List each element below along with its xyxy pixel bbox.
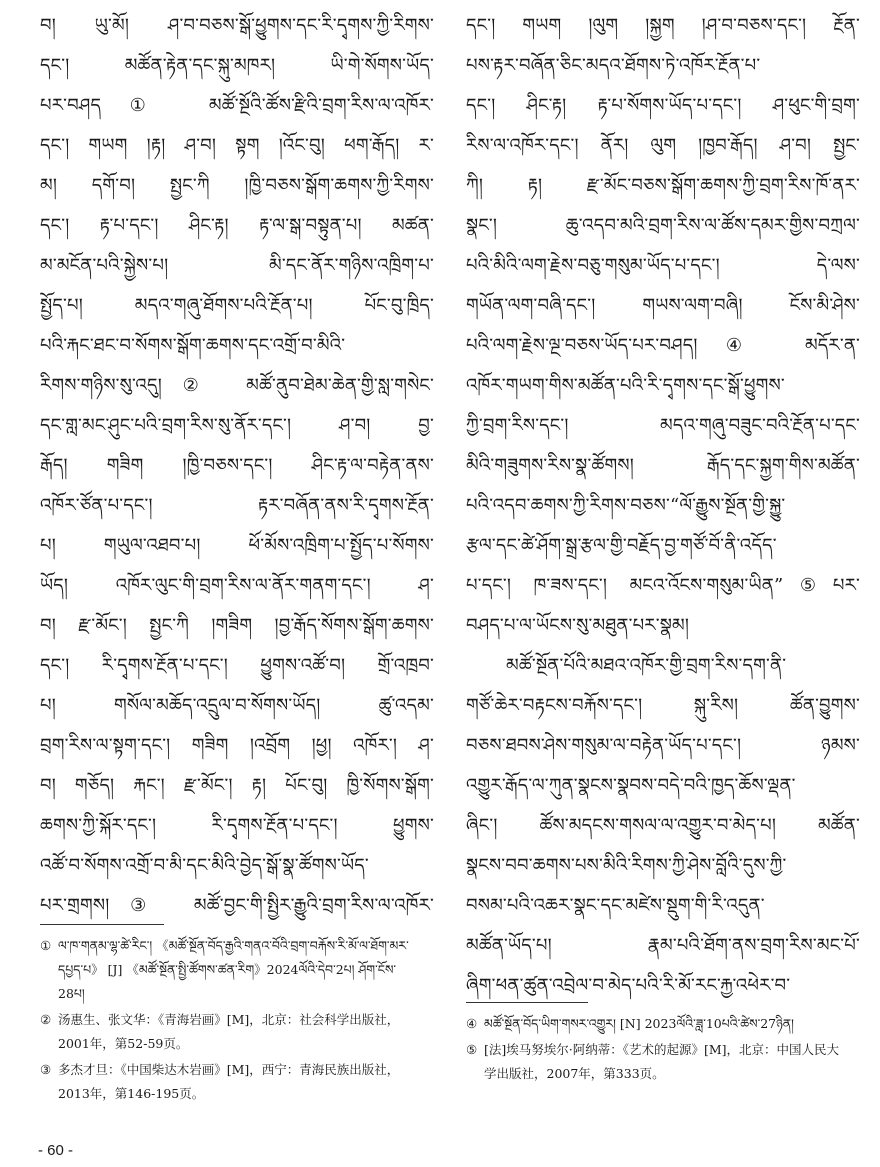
body-text-line: མཚོན་ཡོད་པ། རྣམ་པའི་ཐོག་ནས་བྲག་རིས་མང་པོ་ bbox=[466, 935, 860, 956]
footnote-text: [法]埃马努埃尔·阿纳蒂：《艺术的起源》[M]，北京：中国人民大学出版社，2007年，第333页。 bbox=[484, 1042, 840, 1081]
body-text-line: དང་གླ་མང་ཤུང་པའི་བྲག་རིས་སུ་ནོར་དང་། ཤ་བ། བྱ་ bbox=[40, 415, 434, 436]
footnote-text: ལ་ཁ་གནམ་ལྷ་ཚེ་རིང་། 《མཚོ་སྔོན་བོད་རྒྱའི་གནའ་བོའི་བྲག་བརྐོས་རི་མོ་ལ་ཐོག་མར་དཔྱད་པ》 [J] 《མཚོ་སྔོན་སྤྱི་ཚོགས་ཚན་རིག》2024ལོའི་དེབ་2པ། ཤོག་ངོས་28པ། bbox=[58, 938, 409, 1001]
body-text-line: མིའི་གཟུགས་རིས་སྣ་ཚོགས། རྒོད་དང་སྐྱག་གིས་མཚོན་ bbox=[466, 455, 860, 476]
body-text-line: སྣངས་བབ་ཆགས་པས་མིའི་རིགས་ཀྱི་ཤེས་བློའི་དུས་ཀྱི་ bbox=[466, 855, 787, 876]
body-text-line: ཆགས་ཀྱི་སྐོར་དང་། རི་དྭགས་རྔོན་པ་དང་། ཕྱུགས་ bbox=[40, 815, 434, 836]
body-text-line: དང་། རྟ་པ་དང་། ཤིང་རྟ། རྟ་ལ་སྒ་བསྟུན་པ། མཚན་ bbox=[40, 215, 434, 236]
body-text-line: འཁོར་གཡག་གིས་མཚོན་པའི་རི་དྭགས་དང་སྒོ་ཕྱུགས་ bbox=[466, 375, 785, 396]
body-text-line: རྒོད། གཟིག །ཁྱི་བཅས་དང་། ཤིང་རྟ་ལ་བརྟེན་ནས་ bbox=[40, 455, 434, 476]
body-text-line: ཡོད། འཁོར་ལུང་གི་བྲག་རིས་ལ་ནོར་གནག་དང་། ཤ་ bbox=[40, 575, 434, 596]
body-text-line: པ་དང་། ཁ་ཟས་དང་། མངའ་འོངས་གསུམ་ཡིན”⑤པར་ bbox=[466, 575, 860, 596]
footnote-marker: ④ bbox=[466, 1016, 478, 1031]
body-text-line: རྩལ་དང་ཚེ་ཤོག་སྒྲ་རྩལ་གྱི་བརྗོད་བྱ་གཙོ་བོ་ནི་འདོད་ bbox=[466, 535, 777, 556]
footnotes-right bbox=[466, 1012, 842, 1088]
body-text-line: འཁོར་ཙོན་པ་དང་། རྟར་བཞོན་ནས་རི་དྭགས་རྔོན་ bbox=[40, 495, 434, 516]
body-text-line: མ། དགོ་བ། སྤྱང་ཀི །ཁྱི་བཅས་སྒོག་ཆགས་ཀྱི་རིགས་ bbox=[40, 175, 434, 196]
body-text-line: བཅས་ཐབས་ཤེས་གསུམ་ལ་བརྟེན་ཡོད་པ་དང་། ཉམས་ bbox=[466, 735, 860, 756]
footnotes-left bbox=[40, 934, 420, 1108]
page-number: - 60 - bbox=[38, 1142, 74, 1159]
body-text-line: དང་། གཡག །རྟ། ཤ་བ། སྟག །འོང་བུ། ཕག་རྒོད། ར་ bbox=[40, 135, 434, 156]
body-text-line: འགྱུར་རྒོད་ལ་ཀུན་སྣངས་སྣབས་བདེ་བའི་ཁྱད་ཆོས་ལྡན་ bbox=[466, 775, 796, 796]
footnote-marker: ⑤ bbox=[466, 1042, 478, 1057]
footnote bbox=[40, 1058, 420, 1106]
footnote bbox=[40, 1008, 420, 1056]
body-text-line: བ། རྫ་མོང་། སྤྱང་ཀི །གཟིག །བྱ་རྒོད་སོགས་སྒོག་ཆགས་ bbox=[40, 615, 434, 636]
body-text-line: ཞིང་། ཚོས་མདངས་གསལ་ལ་འགྱུར་བ་མེད་པ། མཚོན་ bbox=[466, 815, 860, 836]
body-text-line: པའི་རྐང་ཐང་བ་སོགས་སྒོག་ཆགས་དང་འགྲོ་བ་མིའི་ bbox=[40, 335, 346, 356]
body-text-line: སྣང་། ཆུ་འདབ་མའི་བྲག་རིས་ལ་ཚོས་དམར་གྱིས་བཀྲལ་ bbox=[466, 215, 860, 236]
body-text-line: པས་རྟར་བཞོན་ཅིང་མདའ་ཐོགས་ཏེ་འཁོར་རྔོན་པ་ bbox=[466, 55, 761, 76]
body-text-line: པར་གྲགས།③ མཚོ་བྱང་གི་སྤྱིར་རྒྱུའི་བྲག་རིས་ལ་འཁོར་ bbox=[40, 895, 434, 916]
body-text-line: པའི་མིའི་ལག་རྗེས་བཅུ་གསུམ་ཡོད་པ་དང་། དེ་ལས་ bbox=[466, 255, 860, 276]
footnote-marker: ③ bbox=[40, 1062, 52, 1077]
footnote-separator-left bbox=[40, 924, 164, 925]
body-text-line: རིགས་གཉིས་སུ་འདུ།② མཚོ་ནུབ་ཐེམ་ཆེན་གྱི་སླ་གསེང་ bbox=[40, 375, 434, 396]
body-text-line: རིས་ལ་འཁོར་དང་། ནོར། ལུག །ཁྱབ་རྒོད། ཤ་བ། སྤྱང་ bbox=[466, 135, 860, 156]
body-text-line: བྲག་རིས་ལ་སྟག་དང་། གཟིག །འབྲོག །ཕྱ། འཁོར་། ཤ་ bbox=[40, 735, 434, 756]
footnote-separator-right bbox=[466, 1002, 588, 1003]
body-text-line: དང་། རི་དྭགས་རྔོན་པ་དང་། ཕྱུགས་འཚོ་བ། གྲོ་འཁྲབ་ bbox=[40, 655, 434, 676]
body-text-line: ཀི། རྟ། རྫ་མོང་བཅས་སྒོག་ཆགས་ཀྱི་བྲག་རིས་ཁོ་ནར་ bbox=[466, 175, 860, 196]
body-text-line: དང་། ཤིང་རྟ། རྟ་པ་སོགས་ཡོད་པ་དང་། ཤ་ཕུང་གི་བྲག་ bbox=[466, 95, 860, 116]
body-text-line: པ། གསོལ་མཆོད་འདྲུལ་བ་སོགས་ཡོད། ཚུ་འདམ་ bbox=[40, 695, 434, 716]
body-text-line: ཞིག་ཕན་ཚུན་འབྲེལ་བ་མེད་པའི་རི་མོ་རང་རྐྱ་འཕེར་བ་ bbox=[466, 975, 791, 996]
body-text-line: གཡོན་ལག་བཞི་དང་། གཡས་ལག་བཞི། ངོས་མི་ཤེས་ bbox=[466, 295, 860, 316]
footnote bbox=[466, 1038, 842, 1086]
body-text-line: བཤད་པ་ལ་ཡོངས་སུ་མཐུན་པར་སྣམ། bbox=[466, 615, 690, 636]
left-text-column bbox=[40, 6, 434, 926]
footnote bbox=[466, 1012, 842, 1036]
body-text-line: སྤྱོད་པ། མདའ་གཞུ་ཐོགས་པའི་རྔོན་པ། པོང་བུ་ཁྲིད་ bbox=[40, 295, 434, 316]
body-text-line: བསམ་པའི་འཆར་སྣང་དང་མཛེས་སྡུག་གི་རི་འདུན་ bbox=[466, 895, 765, 916]
body-text-line: དང་། གཡག །ལུག །སྐྱག །ཤ་བ་བཅས་དང་། རྔོན་ bbox=[466, 15, 860, 36]
footnote bbox=[40, 934, 420, 1006]
footnote-text: མཚོ་སྔོན་བོད་ཡིག་གསར་འགྱུར། [N] 2023ལོའི་ཟླ་10པའི་ཚེས་27ཉིན། bbox=[484, 1016, 794, 1031]
footnote-text: 多杰才旦：《中国柴达木岩画》[M]，西宁：青海民族出版社，2013年，第146-195页。 bbox=[58, 1062, 400, 1101]
body-text-line: བ། ཡུ་མོ། ཤ་བ་བཅས་སྒོ་ཕྱུགས་དང་རི་དྭགས་ཀྱི་རིགས་ bbox=[40, 15, 434, 36]
footnote-text: 汤惠生、张文华：《青海岩画》[M]，北京：社会科学出版社，2001年，第52-59页。 bbox=[58, 1012, 400, 1051]
body-text-line: པའི་འདབ་ཆགས་ཀྱི་རིགས་བཅས་“ལོ་རྒྱུས་སྔོན་གྱི་སྐྱུ་ bbox=[466, 495, 786, 516]
body-text-line: གཙོ་ཆེར་བརྟངས་བརྐོས་དང་། སྐུ་རིས། ཚོན་བྱུགས་ bbox=[466, 695, 860, 716]
footnote-marker: ② bbox=[40, 1012, 52, 1027]
footnote-marker: ① bbox=[40, 938, 52, 953]
body-text-line: པར་བཤད① མཚོ་སྔོའི་ཚོས་རྫིའི་བྲག་རིས་ལ་འཁོར་ bbox=[40, 95, 434, 116]
body-text-line: དང་། མཚོན་རྟེན་དང་སྐུ་མཁར། ཡི་གེ་སོགས་ཡོད་ bbox=[40, 55, 434, 76]
body-text-line: མཚོ་སྔོན་པོའི་མཐའ་འཁོར་གྱི་བྲག་རིས་དག་ནི་ bbox=[506, 655, 787, 676]
body-text-line: འཚོ་བ་སོགས་འགྲོ་བ་མི་དང་མིའི་བྱེད་སྒོ་སྣ་ཚོགས་ཡོད་ bbox=[40, 855, 369, 876]
body-text-line: ཀྱི་བྲག་རིས་དང་། མདའ་གཞུ་བཟུང་བའི་རྔོན་པ་དང་ bbox=[466, 415, 860, 436]
body-text-line: པ། གཡུལ་འཐབ་པ། ཕོ་མོས་འཁྲིག་པ་སྤྱོད་པ་སོགས་ bbox=[40, 535, 434, 556]
body-text-line: མ་མངོན་པའི་སྐྱེས་པ། མི་དང་ནོར་གཉིས་འཁྲིག་པ་ bbox=[40, 255, 434, 276]
body-text-line: པའི་ལག་རྗེས་ལྔ་བཅས་ཡོད་པར་བཤད།④ མདོར་ན་ bbox=[466, 335, 860, 356]
body-text-line: བ། གཅོད། རྐང་། རྫ་མོང་། རྟ། པོང་བུ། ཁྱི་སོགས་སྒོག་ bbox=[40, 775, 434, 796]
right-text-column bbox=[466, 6, 860, 1006]
